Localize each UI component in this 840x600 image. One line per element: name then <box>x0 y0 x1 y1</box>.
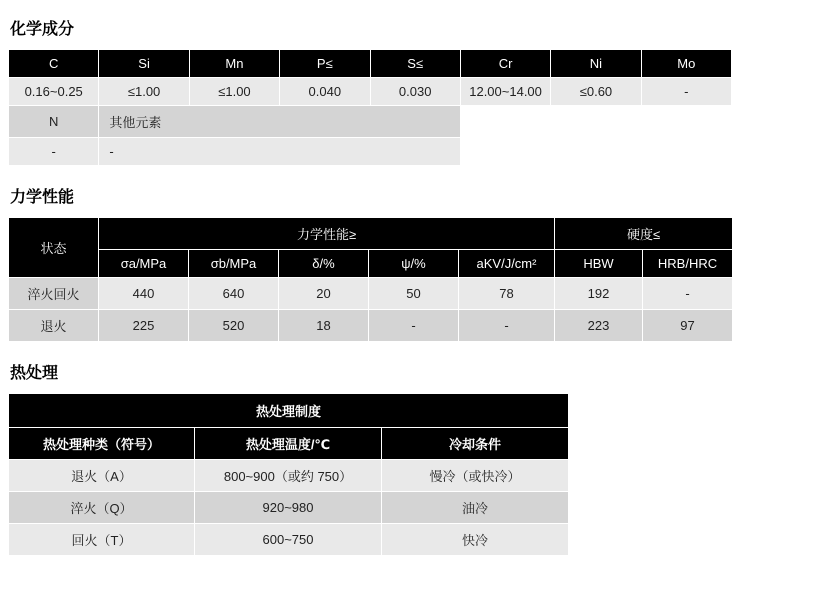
mech-sub-header: δ/% <box>279 250 369 278</box>
chem-value-cell: ≤0.60 <box>551 78 641 106</box>
mech-row-state: 退火 <box>9 310 99 342</box>
table-row <box>9 524 569 556</box>
spacer-cell <box>460 106 731 138</box>
mechanical-properties-table <box>8 217 733 342</box>
chem-extra-header-cell: N <box>9 106 99 138</box>
mech-value-cell: 440 <box>99 278 189 310</box>
mech-value-cell: 50 <box>369 278 459 310</box>
heat-header-cell: 冷却条件 <box>382 428 569 460</box>
mech-sub-header: σb/MPa <box>189 250 279 278</box>
chem-header-cell: Ni <box>551 50 641 78</box>
chem-extra-value-cell: - <box>9 138 99 166</box>
section-title-heat: 热处理 <box>10 365 59 382</box>
chem-header-cell: P≤ <box>280 50 370 78</box>
mech-value-cell: 78 <box>459 278 555 310</box>
chem-header-cell: Mn <box>189 50 279 78</box>
chem-header-cell: Cr <box>460 50 550 78</box>
heat-value-cell: 慢冷（或快冷） <box>382 460 569 492</box>
chemical-composition-table <box>8 49 732 166</box>
table-row <box>9 492 569 524</box>
mech-group-header-performance: 力学性能≥ <box>99 218 555 250</box>
mech-row-state: 淬火回火 <box>9 278 99 310</box>
chem-header-cell: Mo <box>641 50 731 78</box>
mech-value-cell: 225 <box>99 310 189 342</box>
mech-state-header: 状态 <box>9 218 99 278</box>
table-row <box>9 106 732 138</box>
table-row <box>9 310 733 342</box>
mech-value-cell: 18 <box>279 310 369 342</box>
mech-sub-header: HRB/HRC <box>643 250 733 278</box>
chem-value-cell: 0.16~0.25 <box>9 78 99 106</box>
mech-sub-header: σa/MPa <box>99 250 189 278</box>
mech-value-cell: 223 <box>555 310 643 342</box>
chem-value-cell: 0.030 <box>370 78 460 106</box>
section-title-chemical: 化学成分 <box>10 21 75 38</box>
mech-value-cell: 20 <box>279 278 369 310</box>
table-row <box>9 138 732 166</box>
heat-value-cell: 600~750 <box>195 524 382 556</box>
chem-header-cell: Si <box>99 50 189 78</box>
heat-value-cell: 800~900（或约 750） <box>195 460 382 492</box>
chem-extra-header-cell: 其他元素 <box>99 106 461 138</box>
mech-sub-header: aKV/J/cm² <box>459 250 555 278</box>
mech-value-cell: 192 <box>555 278 643 310</box>
section-heat-treatment <box>8 360 832 556</box>
heat-value-cell: 油冷 <box>382 492 569 524</box>
heat-header-cell: 热处理种类（符号） <box>9 428 195 460</box>
spacer-cell <box>460 138 731 166</box>
table-row <box>9 460 569 492</box>
heat-value-cell: 退火（A） <box>9 460 195 492</box>
chem-value-cell: ≤1.00 <box>99 78 189 106</box>
heat-header-cell: 热处理温度/℃ <box>195 428 382 460</box>
table-row <box>9 50 732 78</box>
section-title-mechanical: 力学性能 <box>10 189 75 206</box>
section-chemical-composition <box>8 16 832 166</box>
chem-value-cell: - <box>641 78 731 106</box>
chem-extra-value-cell: - <box>99 138 461 166</box>
mech-group-header-hardness: 硬度≤ <box>555 218 733 250</box>
chem-value-cell: ≤1.00 <box>189 78 279 106</box>
chem-value-cell: 0.040 <box>280 78 370 106</box>
mech-value-cell: - <box>643 278 733 310</box>
table-row <box>9 428 569 460</box>
section-mechanical-properties <box>8 184 832 342</box>
chem-header-cell: S≤ <box>370 50 460 78</box>
mech-value-cell: 640 <box>189 278 279 310</box>
table-row <box>9 218 733 250</box>
chem-value-cell: 12.00~14.00 <box>460 78 550 106</box>
heat-treatment-table <box>8 393 569 556</box>
table-row <box>9 394 569 428</box>
chem-header-cell: C <box>9 50 99 78</box>
heat-value-cell: 920~980 <box>195 492 382 524</box>
table-row <box>9 278 733 310</box>
heat-value-cell: 回火（T） <box>9 524 195 556</box>
heat-value-cell: 快冷 <box>382 524 569 556</box>
heat-table-title: 热处理制度 <box>9 394 569 428</box>
heat-value-cell: 淬火（Q） <box>9 492 195 524</box>
mech-value-cell: - <box>369 310 459 342</box>
table-row <box>9 250 733 278</box>
mech-sub-header: HBW <box>555 250 643 278</box>
mech-value-cell: 520 <box>189 310 279 342</box>
mech-value-cell: - <box>459 310 555 342</box>
table-row <box>9 78 732 106</box>
mech-value-cell: 97 <box>643 310 733 342</box>
mech-sub-header: ψ/% <box>369 250 459 278</box>
